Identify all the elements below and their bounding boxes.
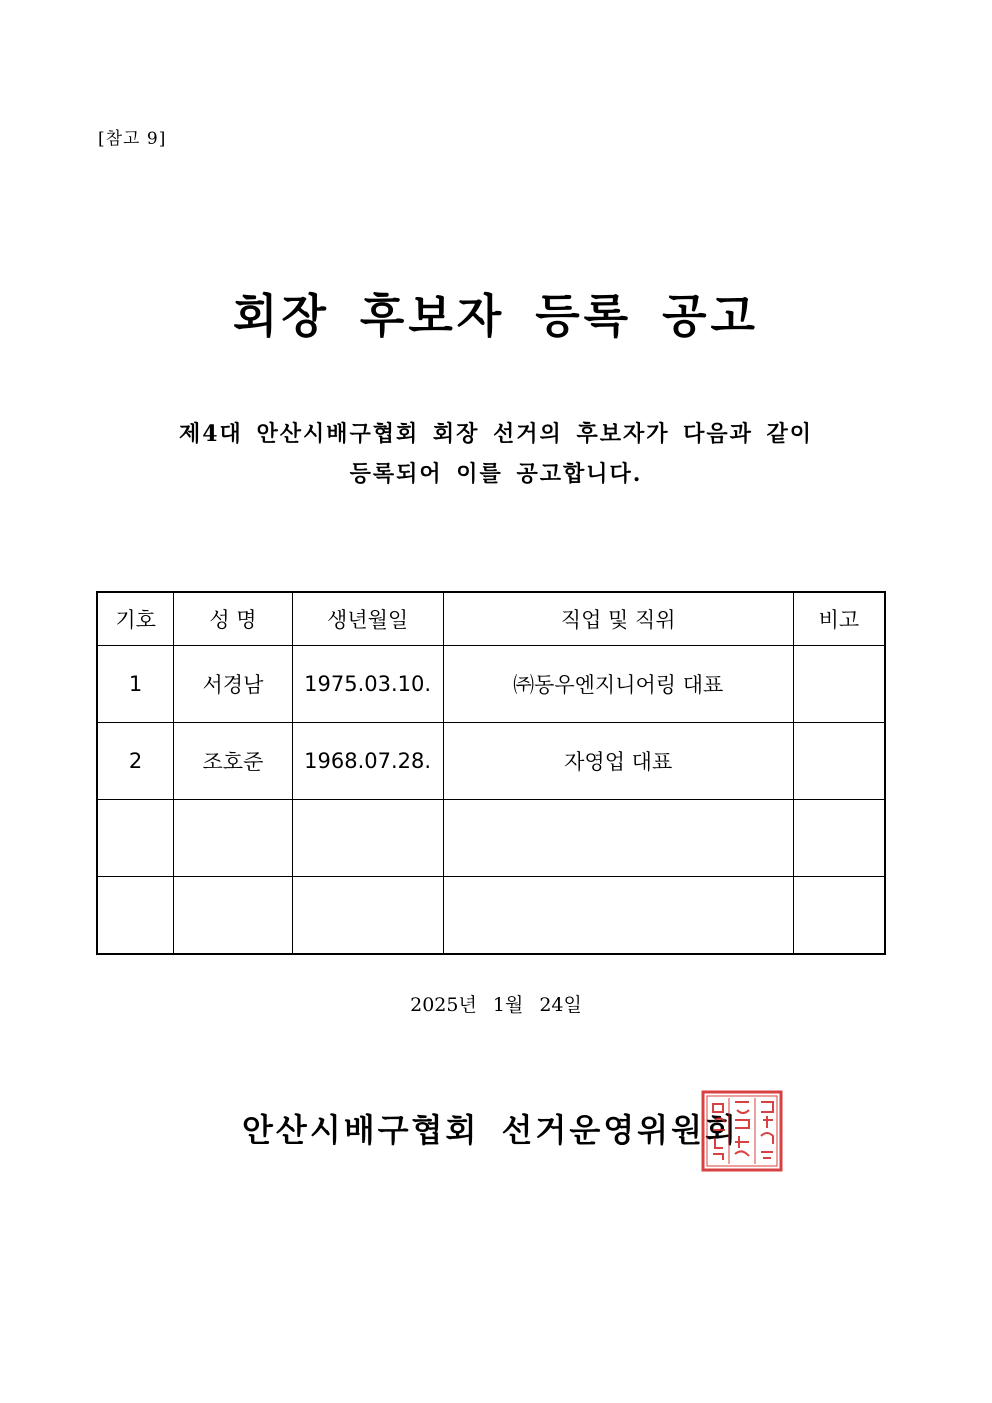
- cell-name: [174, 800, 292, 877]
- cell-occupation: 자영업 대표: [443, 723, 793, 800]
- cell-name: [174, 877, 292, 955]
- cell-name: 서경남: [174, 646, 292, 723]
- cell-birth: 1975.03.10.: [292, 646, 443, 723]
- header-name: 성 명: [174, 592, 292, 646]
- cell-occupation: [443, 800, 793, 877]
- table-row: [97, 646, 885, 723]
- table-header-row: [97, 592, 885, 646]
- official-seal-icon: [701, 1090, 783, 1172]
- cell-birth: 1968.07.28.: [292, 723, 443, 800]
- cell-birth: [292, 800, 443, 877]
- reference-label: [참고 9]: [98, 129, 167, 149]
- cell-note: [793, 800, 885, 877]
- cell-no: 1: [97, 646, 174, 723]
- cell-occupation: ㈜동우엔지니어링 대표: [443, 646, 793, 723]
- cell-name: 조호준: [174, 723, 292, 800]
- table-row: [97, 877, 885, 955]
- intro-line-1: 제4대 안산시배구협회 회장 선거의 후보자가 다음과 같이: [178, 421, 814, 447]
- table-row: [97, 723, 885, 800]
- cell-birth: [292, 877, 443, 955]
- candidate-table: [96, 591, 886, 955]
- header-no: 기호: [97, 592, 174, 646]
- header-birth: 생년월일: [292, 592, 443, 646]
- cell-no: [97, 877, 174, 955]
- cell-note: [793, 877, 885, 955]
- header-occupation: 직업 및 직위: [443, 592, 793, 646]
- cell-no: [97, 800, 174, 877]
- intro-line-2: 등록되어 이를 공고합니다.: [349, 461, 643, 487]
- table-row: [97, 800, 885, 877]
- page-title: 회장 후보자 등록 공고: [233, 289, 759, 343]
- cell-note: [793, 723, 885, 800]
- announcement-date: 2025년 1월 24일: [410, 994, 582, 1016]
- cell-no: 2: [97, 723, 174, 800]
- cell-occupation: [443, 877, 793, 955]
- header-note: 비고: [793, 592, 885, 646]
- organization-name: 안산시배구협회 선거운영위원회: [242, 1111, 739, 1149]
- cell-note: [793, 646, 885, 723]
- intro-text: [0, 414, 992, 494]
